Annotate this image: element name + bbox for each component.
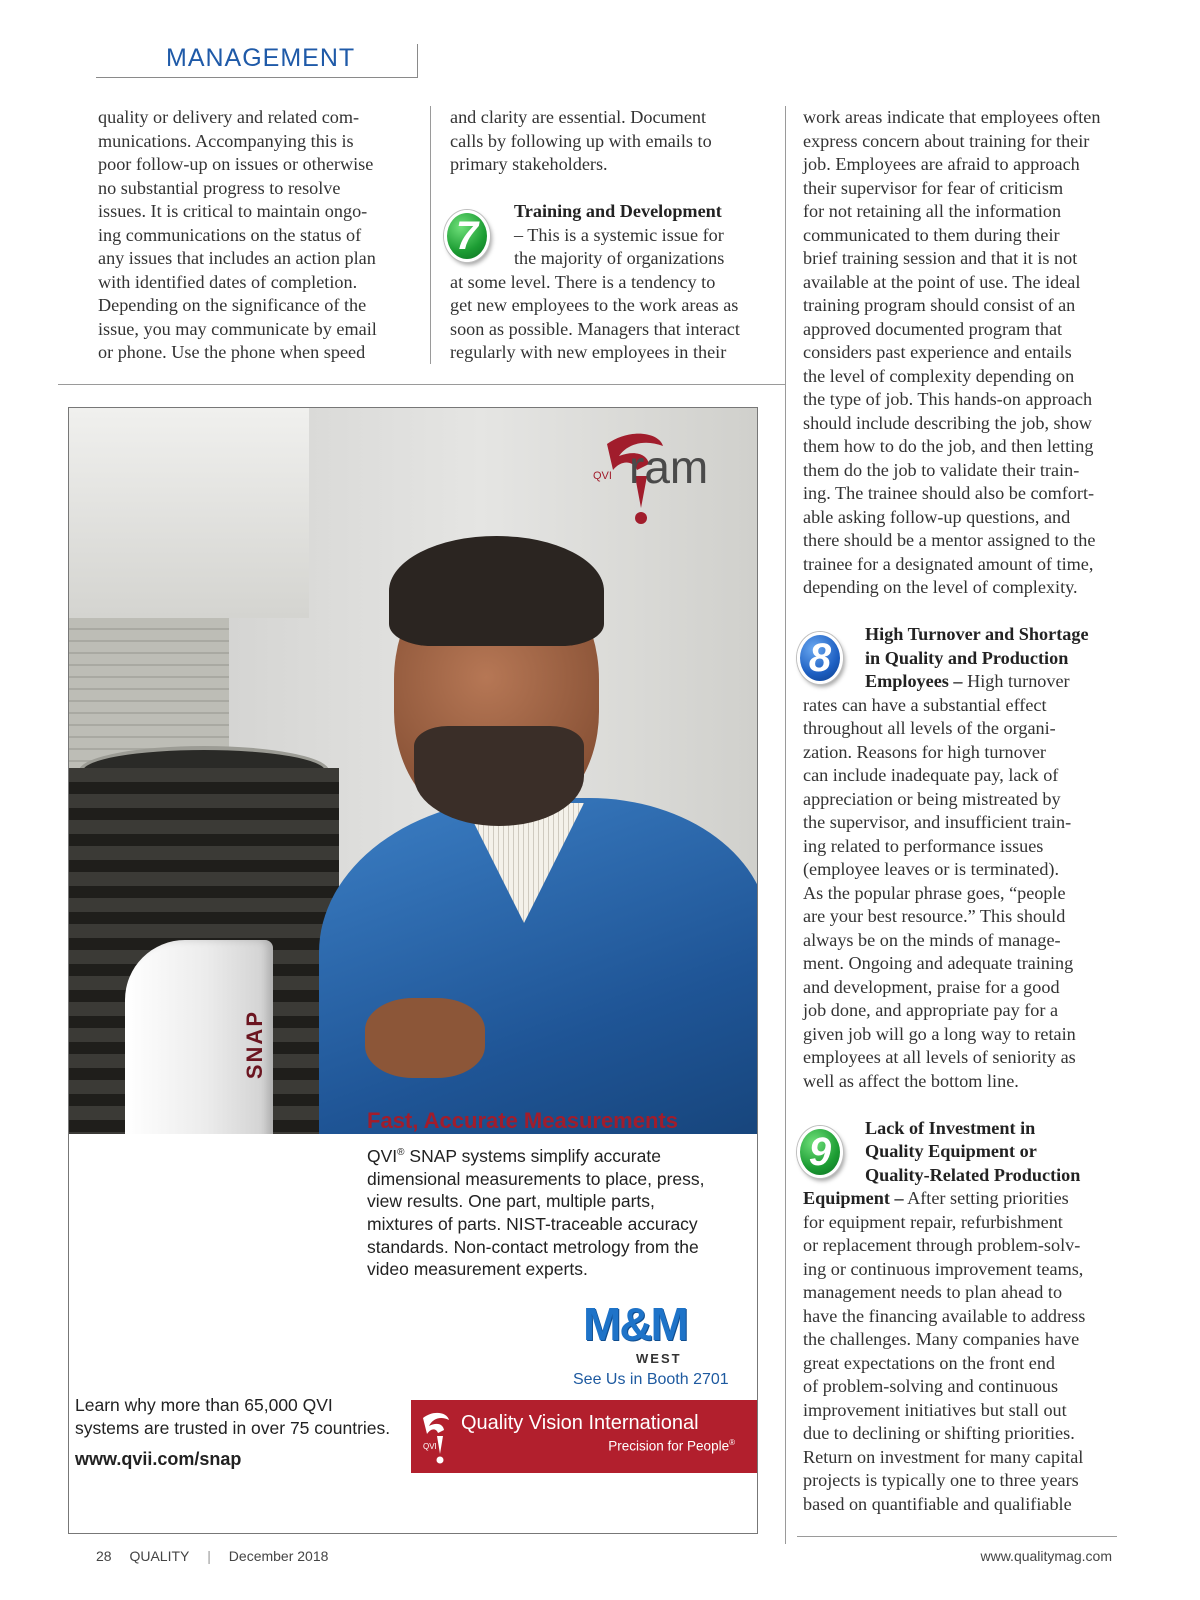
ad-trust-statement	[75, 1394, 390, 1440]
text-line: systems are trusted in over 75 countries.	[75, 1418, 391, 1438]
registered-mark: ®	[729, 1438, 735, 1447]
text-line: no substantial progress to resolve	[98, 177, 341, 198]
text-fragment: After setting priorities	[903, 1188, 1069, 1208]
text-line: ment. Ongoing and adequate training	[803, 953, 1074, 973]
ad-photo-technician	[69, 408, 757, 1134]
text-line: (employee leaves or is terminated).	[803, 859, 1060, 879]
article-column-2	[450, 106, 770, 365]
snap-measurement-device	[75, 940, 285, 1134]
text-line: express concern about training for their	[803, 130, 1090, 151]
text-line: poor follow-up on issues or otherwise	[98, 154, 374, 174]
text-line: employees at all levels of seniority as	[803, 1047, 1076, 1067]
text-line: should include describing the job, show	[803, 412, 1092, 433]
item-8-heading: High Turnover and Shortage	[865, 624, 1089, 644]
company-tagline	[608, 1438, 735, 1454]
technician-hand	[365, 998, 485, 1078]
text-line: As the popular phrase goes, “people	[803, 882, 1066, 903]
text-line: of problem-solving and continuous	[803, 1376, 1059, 1396]
ad-headline: Fast, Accurate Measurements	[367, 1108, 678, 1133]
item-9-number: 9	[808, 1129, 832, 1174]
text-line: issue, you may communicate by email	[98, 318, 377, 339]
article-column-3	[803, 106, 1123, 1516]
text-line: calls by following up with emails to	[450, 130, 712, 151]
advertisement	[68, 407, 758, 1534]
text-line: – This is a systemic issue for	[514, 224, 724, 245]
item-8-heading: in Quality and Production	[865, 647, 1069, 668]
text-line: the supervisor, and insufficient train-	[803, 812, 1072, 832]
text-line: well as affect the bottom line.	[803, 1070, 1019, 1091]
text-line: dimensional measurements to place, press,	[367, 1168, 705, 1189]
text-line: Return on investment for many capital	[803, 1446, 1084, 1467]
text-fragment: Precision for People	[608, 1438, 730, 1454]
number-9-circle-icon	[797, 1126, 843, 1178]
column-divider-2	[785, 106, 786, 1544]
text-line: based on quantifiable and qualifiable	[803, 1493, 1072, 1514]
section-title: MANAGEMENT	[166, 44, 356, 72]
column-divider-1	[430, 106, 431, 364]
text-line: projects is typically one to three years	[803, 1470, 1079, 1490]
text-line: able asking follow-up questions, and	[803, 506, 1071, 527]
text-line: great expectations on the front end	[803, 1352, 1056, 1373]
text-line: training program should consist of an	[803, 295, 1076, 315]
issue-date: December 2018	[228, 1548, 329, 1564]
company-logo-sub: QVI	[423, 1442, 437, 1451]
text-fragment: High turnover	[962, 671, 1070, 691]
text-line: throughout all levels of the organi-	[803, 718, 1056, 738]
text-line: standards. Non-contact metrology from the	[367, 1236, 699, 1257]
text-line: Depending on the significance of the	[98, 295, 367, 315]
footer-separator: |	[207, 1548, 211, 1564]
text-line: or phone. Use the phone when speed	[98, 342, 366, 362]
text-line: have the financing available to address	[803, 1305, 1086, 1326]
brand-logo-sub: QVI	[593, 470, 612, 482]
ad-body-copy	[367, 1142, 757, 1281]
text-line: job done, and appropriate pay for a	[803, 1000, 1059, 1020]
text-line: mixtures of parts. NIST-traceable accuracy	[367, 1213, 698, 1234]
item-7-heading: Training and Development	[514, 201, 722, 221]
item-9-heading: Equipment –	[803, 1188, 904, 1208]
text-line: and clarity are essential. Document	[450, 107, 707, 127]
ad-top-rule	[58, 384, 785, 385]
column-3-bottom-rule	[797, 1536, 1117, 1537]
text-line: can include inadequate pay, lack of	[803, 765, 1059, 785]
item-9-heading: Lack of Investment in	[865, 1117, 1036, 1138]
text-line: job. Employees are afraid to approach	[803, 154, 1080, 174]
text-line: ing or continuous improvement teams,	[803, 1258, 1084, 1279]
text-line: always be on the minds of manage-	[803, 929, 1061, 950]
text-line: quality or delivery and related com-	[98, 107, 360, 127]
page-footer-left	[96, 1548, 342, 1564]
mm-west-logo: M&M	[583, 1298, 687, 1350]
number-8-circle-icon	[797, 632, 843, 684]
text-line: or replacement through problem-solv-	[803, 1235, 1081, 1255]
text-line: management needs to plan ahead to	[803, 1282, 1063, 1302]
snap-product-label: SNAP	[242, 1010, 267, 1080]
text-line: the level of complexity depending on	[803, 365, 1075, 386]
text-fragment: QVI	[367, 1145, 398, 1166]
text-line: approved documented program that	[803, 318, 1063, 339]
text-line: issues. It is critical to maintain ongo-	[98, 201, 368, 221]
text-line: their supervisor for fear of criticism	[803, 177, 1064, 198]
page-footer-website[interactable]: www.qualitymag.com	[980, 1548, 1112, 1564]
page-number: 28	[96, 1548, 112, 1564]
text-line: get new employees to the work areas as	[450, 295, 739, 315]
text-line: at some level. There is a tendency to	[450, 271, 716, 292]
text-line: them do the job to validate their train-	[803, 459, 1080, 480]
text-line: brief training session and that it is not	[803, 248, 1078, 268]
text-line: due to declining or shifting priorities.	[803, 1423, 1075, 1443]
publication-name: QUALITY	[129, 1548, 190, 1564]
company-name: Quality Vision International	[461, 1412, 699, 1434]
text-line: any issues that includes an action plan	[98, 248, 376, 268]
technician-beard	[414, 726, 584, 826]
item-8-heading: Employees –	[865, 671, 963, 691]
text-line: munications. Accompanying this is	[98, 130, 354, 151]
text-line: ing. The trainee should also be comfort-	[803, 483, 1095, 503]
text-line: given job will go a long way to retain	[803, 1023, 1076, 1044]
text-line: depending on the level of complexity.	[803, 577, 1078, 597]
text-line: work areas indicate that employees often	[803, 107, 1101, 127]
text-line: communicated to them during their	[803, 224, 1060, 245]
text-line: for not retaining all the information	[803, 201, 1062, 221]
text-line: the challenges. Many companies have	[803, 1329, 1080, 1349]
booth-number: See Us in Booth 2701	[573, 1371, 729, 1388]
machine-housing	[69, 408, 309, 618]
text-line: them how to do the job, and then letting	[803, 436, 1094, 456]
ad-url-link[interactable]: www.qvii.com/snap	[75, 1449, 242, 1469]
item-8-number: 8	[808, 635, 832, 680]
text-line: ing related to performance issues	[803, 835, 1044, 856]
text-line: zation. Reasons for high turnover	[803, 741, 1046, 762]
brand-logo-text: ram	[629, 441, 709, 493]
item-9-heading: Quality-Related Production	[865, 1164, 1081, 1185]
text-line: are your best resource.” This should	[803, 906, 1066, 926]
text-line: video measurement experts.	[367, 1259, 588, 1280]
text-line: available at the point of use. The ideal	[803, 271, 1081, 292]
text-line: improvement initiatives but stall out	[803, 1399, 1067, 1420]
text-line: primary stakeholders.	[450, 154, 608, 174]
text-line: for equipment repair, refurbishment	[803, 1211, 1063, 1232]
article-column-1	[98, 106, 418, 365]
technician-hair	[389, 536, 604, 646]
item-7-number: 7	[455, 213, 479, 258]
item-9-heading: Quality Equipment or	[865, 1141, 1037, 1161]
registered-mark: ®	[397, 1147, 405, 1158]
text-line: with identified dates of completion.	[98, 271, 358, 292]
text-line: appreciation or being mistreated by	[803, 788, 1061, 809]
text-line: soon as possible. Managers that interact	[450, 318, 740, 339]
text-line: Learn why more than 65,000 QVI	[75, 1395, 333, 1415]
section-header	[96, 44, 418, 78]
text-line: and development, praise for a good	[803, 976, 1060, 997]
qvi-logo	[419, 1408, 457, 1466]
text-line: there should be a mentor assigned to the	[803, 530, 1096, 550]
text-line: regularly with new employees in their	[450, 342, 727, 362]
text-fragment: SNAP systems simplify accurate	[404, 1145, 661, 1166]
text-line: the type of job. This hands-on approach	[803, 389, 1093, 409]
text-line: view results. One part, multiple parts,	[367, 1191, 655, 1212]
mm-west-sub: WEST	[636, 1351, 682, 1366]
text-line: ing communications on the status of	[98, 224, 362, 245]
text-line: considers past experience and entails	[803, 342, 1072, 362]
text-line: trainee for a designated amount of time,	[803, 553, 1094, 574]
text-line: the majority of organizations	[514, 248, 725, 268]
text-line: rates can have a substantial effect	[803, 694, 1047, 715]
qvi-banner	[411, 1400, 757, 1473]
number-7-circle-icon	[444, 210, 490, 262]
